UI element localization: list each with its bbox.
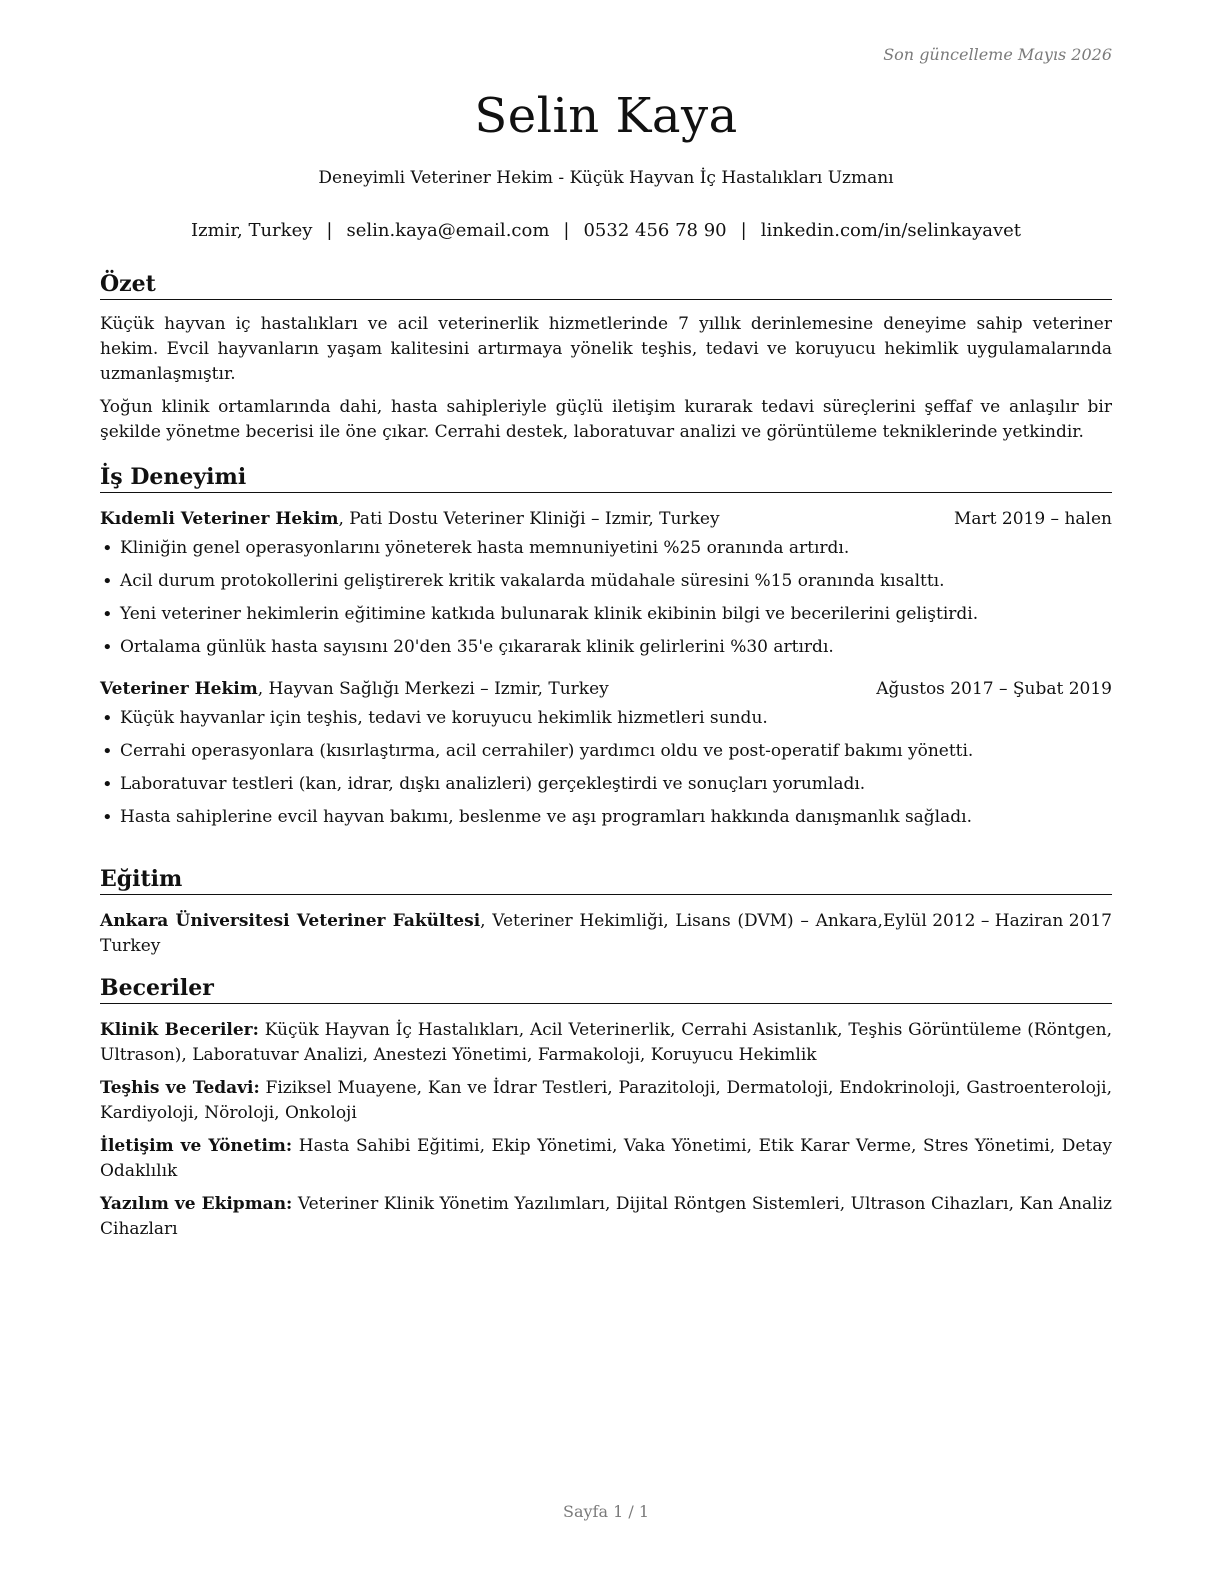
- skill-group-text: Hasta Sahibi Eğitimi, Ekip Yönetimi, Vaka Yönetimi, Etik Karar Verme, Stres Yönetimi, Detay Odaklılık: [100, 1136, 1112, 1181]
- skill-group: [100, 1192, 1112, 1242]
- skill-group-text: Fiziksel Muayene, Kan ve İdrar Testleri, Parazitoloji, Dermatoloji, Endokrinoloji, Gastroenteroloji, Kardiyoloji, Nöroloji, Onkoloji: [100, 1078, 1112, 1123]
- job-title-line: [100, 677, 609, 702]
- last-updated: Son güncelleme Mayıs 2026: [883, 45, 1112, 64]
- job-header: [100, 507, 1112, 532]
- job-bullets: [100, 706, 1112, 830]
- contact-separator: |: [740, 220, 747, 241]
- skill-group-label: İletişim ve Yönetim:: [100, 1136, 293, 1156]
- page-number: Sayfa 1 / 1: [562, 1502, 649, 1521]
- education-school: Ankara Üniversitesi Veteriner Fakültesi: [100, 911, 481, 931]
- job-bullet: • Yeni veteriner hekimlerin eğitimine katkıda bulunarak klinik ekibinin bilgi ve becerilerini geliştirdi.: [100, 602, 1112, 627]
- skill-group-text: Küçük Hayvan İç Hastalıkları, Acil Veterinerlik, Cerrahi Asistanlık, Teşhis Görüntüleme (Röntgen, Ultrason), Laboratuvar Analizi, Anestezi Yönetimi, Farmakoloji, Koruyucu Hekimlik: [100, 1020, 1112, 1065]
- candidate-headline: Deneyimli Veteriner Hekim - Küçük Hayvan İç Hastalıkları Uzmanı: [318, 168, 894, 188]
- job-organization: , Hayvan Sağlığı Merkezi – Izmir, Turkey: [257, 679, 609, 699]
- contact-separator: |: [326, 220, 333, 241]
- skills-section: [100, 974, 1112, 1242]
- experience-section: [100, 463, 1112, 838]
- skill-group-text: Veteriner Klinik Yönetim Yazılımları, Dijital Röntgen Sistemleri, Ultrason Cihazları, Kan Analiz Cihazları: [100, 1194, 1112, 1239]
- job-role: Kıdemli Veteriner Hekim: [100, 509, 339, 529]
- job-bullet: • Acil durum protokollerini geliştirerek kritik vakalarda müdahale süresini %15 oranında kısalttı.: [100, 569, 1112, 594]
- job-role: Veteriner Hekim: [100, 679, 258, 699]
- job-bullet: • Hasta sahiplerine evcil hayvan bakımı, beslenme ve aşı programları hakkında danışmanlık sağladı.: [100, 805, 1112, 830]
- resume-page: [100, 0, 1112, 1584]
- section-title-skills: Beceriler: [100, 974, 1112, 1004]
- section-title-education: Eğitim: [100, 865, 1112, 895]
- job-bullet: • Kliniğin genel operasyonlarını yöneterek hasta memnuniyetini %25 oranında artırdı.: [100, 536, 1112, 561]
- contact-phone[interactable]: 0532 456 78 90: [583, 220, 727, 241]
- job-organization: , Pati Dostu Veteriner Kliniği – Izmir, Turkey: [338, 509, 720, 529]
- contact-location: Izmir, Turkey: [190, 220, 313, 241]
- education-section: [100, 865, 1112, 959]
- section-title-summary: Özet: [100, 270, 1112, 300]
- summary-paragraph: Küçük hayvan iç hastalıkları ve acil veterinerlik hizmetlerinde 7 yıllık derinlemesine deneyime sahip veteriner hekim. Evcil hayvanların yaşam kalitesini artırmaya yönelik teşhis, tedavi ve koruyucu hekimlik uygulamalarında uzmanlaşmıştır.: [100, 314, 1112, 384]
- summary-section: [100, 270, 1112, 445]
- skill-group: [100, 1076, 1112, 1126]
- job-dates: Ağustos 2017 – Şubat 2019: [876, 679, 1112, 699]
- summary-paragraph: Yoğun klinik ortamlarında dahi, hasta sahipleriyle güçlü iletişim kurarak tedavi süreçlerini şeffaf ve anlaşılır bir şekilde yönetme becerisi ile öne çıkar. Cerrahi destek, laboratuvar analizi ve görüntüleme tekniklerinde yetkindir.: [100, 397, 1112, 442]
- contact-line: [100, 220, 1112, 241]
- job-dates: Mart 2019 – halen: [953, 509, 1112, 529]
- job-bullets: [100, 536, 1112, 660]
- job-title-line: [100, 507, 720, 532]
- skill-group: [100, 1018, 1112, 1068]
- contact-email[interactable]: selin.kaya@email.com: [346, 220, 550, 241]
- job-bullet: • Ortalama günlük hasta sayısını 20'den 35'e çıkararak klinik gelirlerini %30 artırdı.: [100, 635, 1112, 660]
- contact-separator: |: [563, 220, 570, 241]
- job-entry: [100, 507, 1112, 660]
- contact-linkedin[interactable]: linkedin.com/in/selinkayavet: [760, 220, 1022, 241]
- job-bullet: • Küçük hayvanlar için teşhis, tedavi ve koruyucu hekimlik hizmetleri sundu.: [100, 706, 1112, 731]
- section-title-experience: İş Deneyimi: [100, 463, 1112, 493]
- skill-group-label: Teşhis ve Tedavi:: [100, 1078, 260, 1098]
- job-entry: [100, 677, 1112, 830]
- skill-group: [100, 1134, 1112, 1184]
- candidate-name: Selin Kaya: [474, 88, 738, 144]
- education-details: , Veteriner Hekimliği, Lisans (DVM) – Ankara, Turkey: [100, 911, 883, 956]
- education-dates: Eylül 2012 – Haziran 2017: [882, 911, 1112, 931]
- skill-group-label: Klinik Beceriler:: [100, 1020, 259, 1040]
- job-bullet: • Cerrahi operasyonlara (kısırlaştırma, acil cerrahiler) yardımcı oldu ve post-operatif bakımı yönetti.: [100, 739, 1112, 764]
- job-header: [100, 677, 1112, 702]
- job-bullet: • Laboratuvar testleri (kan, idrar, dışkı analizleri) gerçekleştirdi ve sonuçları yorumladı.: [100, 772, 1112, 797]
- skill-group-label: Yazılım ve Ekipman:: [100, 1194, 293, 1214]
- education-entry: [100, 909, 1112, 959]
